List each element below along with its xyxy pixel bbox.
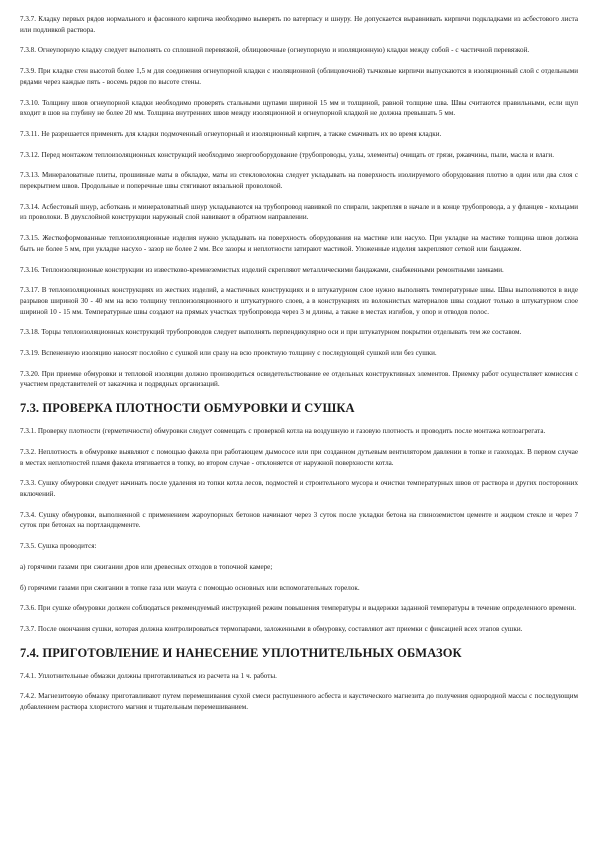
paragraph: 7.3.12. Перед монтажом теплоизоляционных конструкций необходимо энергооборудование (трубопроводы, узлы, элементы) очищать от грязи, ржавчины, пыли, масла и влаги.	[20, 150, 555, 159]
paragraph: 7.3.16. Теплоизоляционные конструкции из известково-кремнеземистых изделий скрепляют металлическими бандажами, снабженными ремонтными замками.	[20, 265, 504, 274]
paragraph: 7.3.17. В теплоизоляционных конструкциях из жестких изделий, а мастичных конструкциях и в штукатурном слое нужно выполнять температурные швы. Швы выполняются в виде разрывов шириной 30 - 40 мм на всю толщину теплоизоляционного и штукатурного слоев, а в конструкциях из волокнистых материалов швы создают только в штукатурном слое шириной 10 - 15 мм. Температурные швы создают на прямых участках трубопровода через 3 м длины, а также в местах изгибов, у опор и отводов полос.	[20, 286, 578, 316]
paragraph: 7.3.11. Не разрешается применять для кладки подмоченный огнеупорный и изоляционный кирпич, а также смачивать их во время кладки.	[20, 129, 442, 138]
document-page	[20, 14, 578, 723]
paragraph: 7.3.2. Неплотность в обмуровке выявляют с помощью факела при работающем дымососе или при созданном дутьевым вентилятором давлении в топке и газоходах. В первом случае в местах неплотностей пламя факела втягивается в топку, во втором случае - отклоняется от наружной поверхности котла.	[20, 447, 578, 467]
paragraph: 7.3.10. Толщину швов огнеупорной кладки необходимо проверять стальными щупами шириной 15 мм и толщиной, равной толщине шва. Швы считаются правильными, если щуп входит в шов на глубину не более 20 мм. Толщина внутренних швов между изоляционной и огнеупорной кладкой не должна превышать 5 мм.	[20, 98, 578, 118]
paragraph: 7.3.15. Жесткоформованные теплоизоляционные изделия нужно укладывать на поверхность оборудования на мастике или насухо. При укладке на мастике толщина швов должна быть не более 5 мм, при укладке насухо - зазор не более 2 мм. Все зазоры и неплотности затирают мастикой. Уложенные изделия закрепляют сеткой или бандажом.	[20, 234, 578, 253]
paragraph: а) горячими газами при сжигании дров или древесных отходов в топочной камере;	[20, 562, 273, 571]
paragraph: б) горячими газами при сжигании в топке газа или мазута с помощью основных или вспомогательных горелок.	[20, 583, 360, 592]
paragraph: 7.3.14. Асбестовый шнур, асботкань и минераловатный шнур укладываются на трубопровод навивкой по спирали, закрепляя в начале и в конце трубопровода, а у фланцев - кольцами из проволоки. В двухслойной конструкции наружный слой навивают в обратном направлении.	[20, 202, 578, 222]
paragraph: 7.3.1. Проверку плотности (герметичности) обмуровки следует совмещать с проверкой котла на воздушную и газовую плотность и проводить после монтажа котлоагрегата.	[20, 427, 546, 436]
paragraph: 7.3.3. Сушку обмуровки следует начинать после удаления из топки котла лесов, подмостей и строительного мусора и очистки температурных швов от раствора и других посторонних включений.	[20, 479, 578, 498]
paragraph: 7.4.1. Уплотнительные обмазки должны приготавливаться из расчета на 1 ч. работы.	[20, 671, 277, 680]
section-heading: 7.4. ПРИГОТОВЛЕНИЕ И НАНЕСЕНИЕ УПЛОТНИТЕЛЬНЫХ ОБМАЗОК	[20, 645, 462, 660]
paragraph: 7.3.18. Торцы теплоизоляционных конструкций трубопроводов следует выполнять перпендикулярно оси и при штукатурном покрытии отделывать тем же составом.	[20, 328, 522, 337]
paragraph: 7.3.20. При приемке обмуровки и тепловой изоляции должно производиться освидетельствование ее отдельных конструктивных элементов. Приемку работ осуществляет комиссия с участием представителей от заказчика и подрядных организаций.	[20, 369, 578, 389]
paragraph: 7.3.8. Огнеупорную кладку следует выполнять со сплошной перевязкой, облицовочные (огнеупорную и изоляционную) кладки между собой - с частичной перевязкой.	[20, 46, 530, 55]
paragraph: 7.3.7. Кладку первых рядов нормального и фасонного кирпича необходимо выверять по ватерпасу и шнуру. Не допускается выравнивать кирпичи подкладками из асбестового листа или подливкой раствора.	[20, 15, 578, 34]
paragraph: 7.3.6. При сушке обмуровки должен соблюдаться рекомендуемый инструкцией режим повышения температуры и выдержки заданной температуры в течение определенного времени.	[20, 604, 576, 613]
paragraph: 7.4.2. Магнезитовую обмазку приготавливают путем перемешивания сухой смеси распушенного асбеста и каустического магнезита до получения однородной массы с последующим добавлением раствора хлористого магния и тщательным перемешиванием.	[20, 692, 578, 712]
paragraph: 7.3.4. Сушку обмуровки, выполненной с применением жароупорных бетонов начинают через 3 суток после укладки бетона на глиноземистом цементе и жидком стекле и через 7 суток при бетонах на портландцементе.	[20, 510, 578, 530]
paragraph: 7.3.7. После окончания сушки, которая должна контролироваться термопарами, заложенными в обмуровку, составляют акт приемки с фиксацией всех этапов сушки.	[20, 624, 523, 633]
section-heading: 7.3. ПРОВЕРКА ПЛОТНОСТИ ОБМУРОВКИ И СУШКА	[20, 401, 355, 416]
paragraph: 7.3.9. При кладке стен высотой более 1,5 м для соединения огнеупорной кладки с изоляционной (облицовочной) тычковые кирпичи выпускаются в изоляционный слой с отдельными рядами через каждые пять - восемь рядов по высоте стены.	[20, 67, 578, 86]
paragraph: 7.3.5. Сушка проводится:	[20, 542, 97, 551]
paragraph: 7.3.13. Минераловатные плиты, прошивные маты в обкладке, маты из стекловолокна следует укладывать на поверхность изолируемого оборудования плотно в один или два слоя с перекрытием швов. Продольные и поперечные швы стягивают вязальной проволокой.	[20, 171, 578, 191]
paragraph: 7.3.19. Вспененную изоляцию наносят послойно с сушкой или сразу на всю проектную толщину с последующей сушкой или без сушки.	[20, 349, 437, 358]
